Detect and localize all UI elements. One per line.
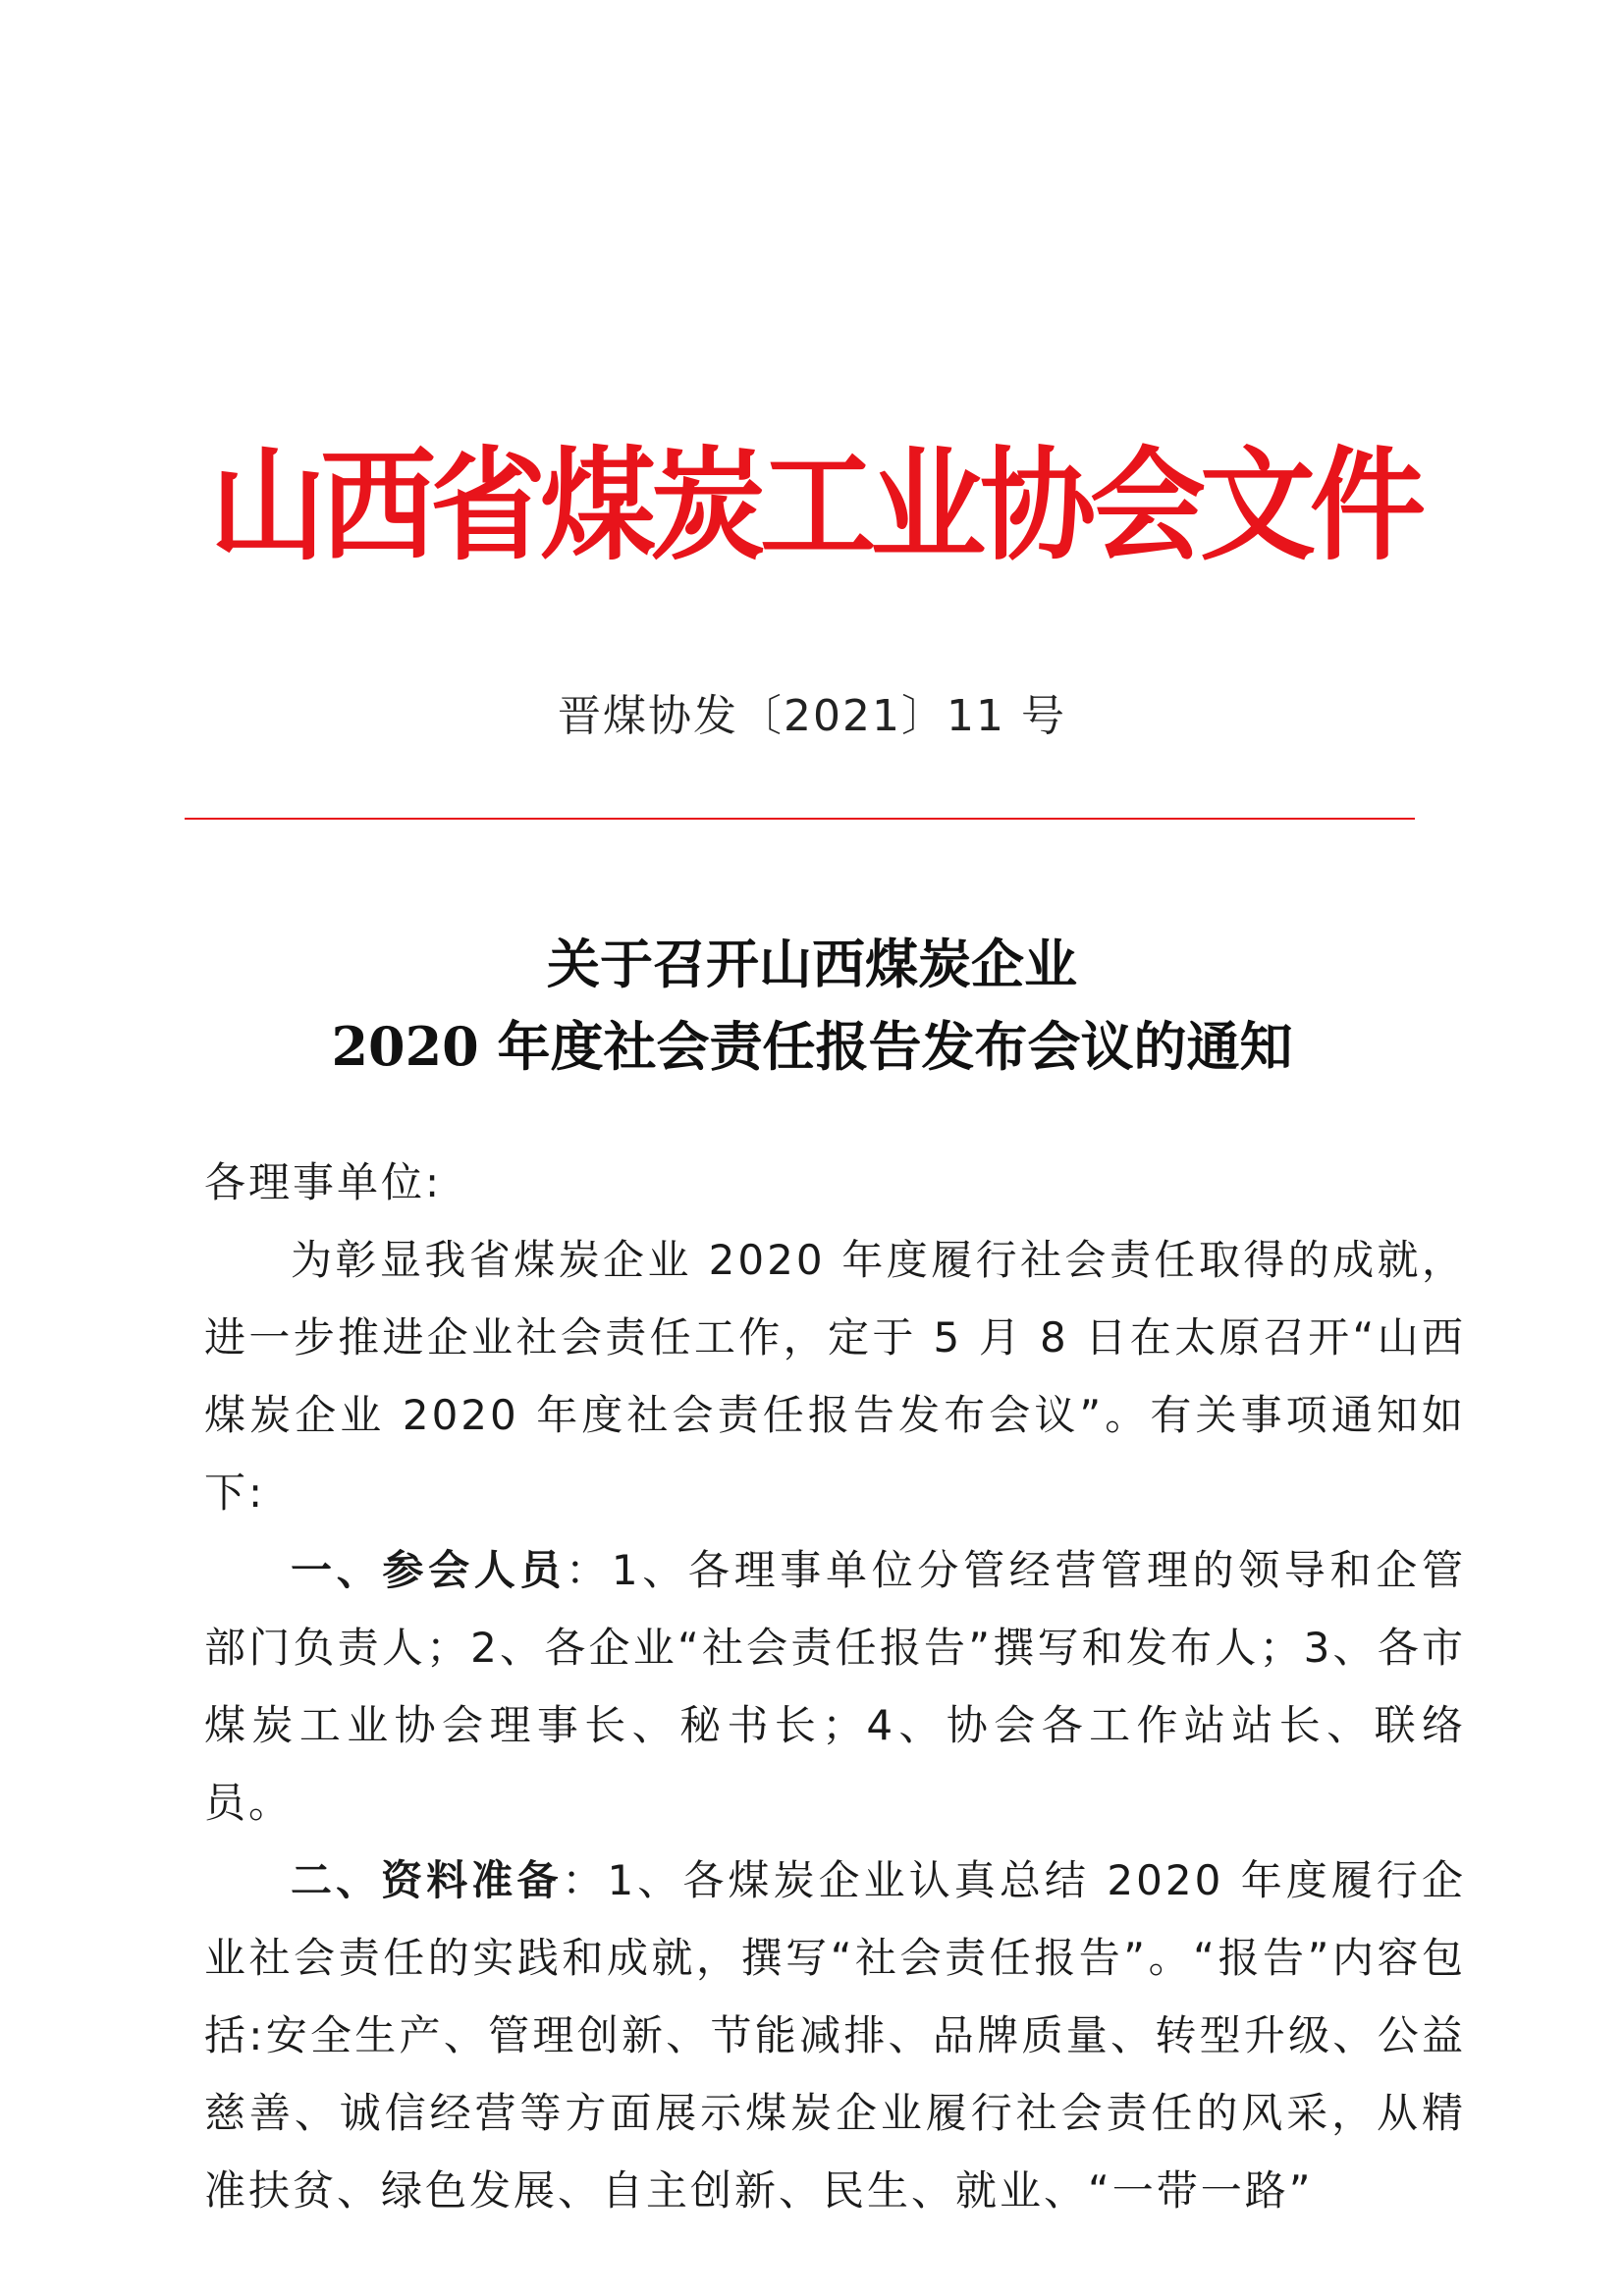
section-materials-heading: 二、资料准备 — [291, 1856, 563, 1904]
red-divider-line — [185, 818, 1415, 820]
notice-body — [204, 1144, 1466, 2229]
section-materials-text: ：1、各煤炭企业认真总结 2020 年度履行企业社会责任的实践和成就，撰写“社会责任报告”。“报告”内容包括:安全生产、管理创新、节能减排、品牌质量、转型升级、公益慈善、诚信经营等方面展示煤炭企业履行社会责任的风采，从精准扶贫、绿色发展、自主创新、民生、就业、“一带一路” — [204, 1856, 1466, 2215]
salutation: 各理事单位: — [204, 1158, 443, 1206]
notice-title — [0, 923, 1624, 1088]
section-attendees — [204, 1531, 1466, 1842]
notice-title-line-2: 2020 年度社会责任报告发布会议的通知 — [331, 1015, 1293, 1078]
masthead-title: 山西省煤炭工业协会文件 — [209, 433, 1420, 577]
intro-paragraph: 为彰显我省煤炭企业 2020 年度履行社会责任取得的成就，进一步推进企业社会责任工作，定于 5 月 8 日在太原召开“山西煤炭企业 2020 年度社会责任报告发布会议”。有关事项通知如下: — [204, 1236, 1466, 1517]
section-materials — [204, 1842, 1466, 2229]
notice-title-line-1: 关于召开山西煤炭企业 — [547, 933, 1077, 995]
document-number: 晋煤协发〔2021〕11 号 — [558, 691, 1066, 741]
section-attendees-heading: 一、参会人员 — [291, 1546, 567, 1594]
section-attendees-text: ：1、各理事单位分管经营管理的领导和企管部门负责人；2、各企业“社会责任报告”撰写和发布人；3、各市煤炭工业协会理事长、秘书长；4、协会各工作站站长、联络员。 — [204, 1546, 1466, 1827]
